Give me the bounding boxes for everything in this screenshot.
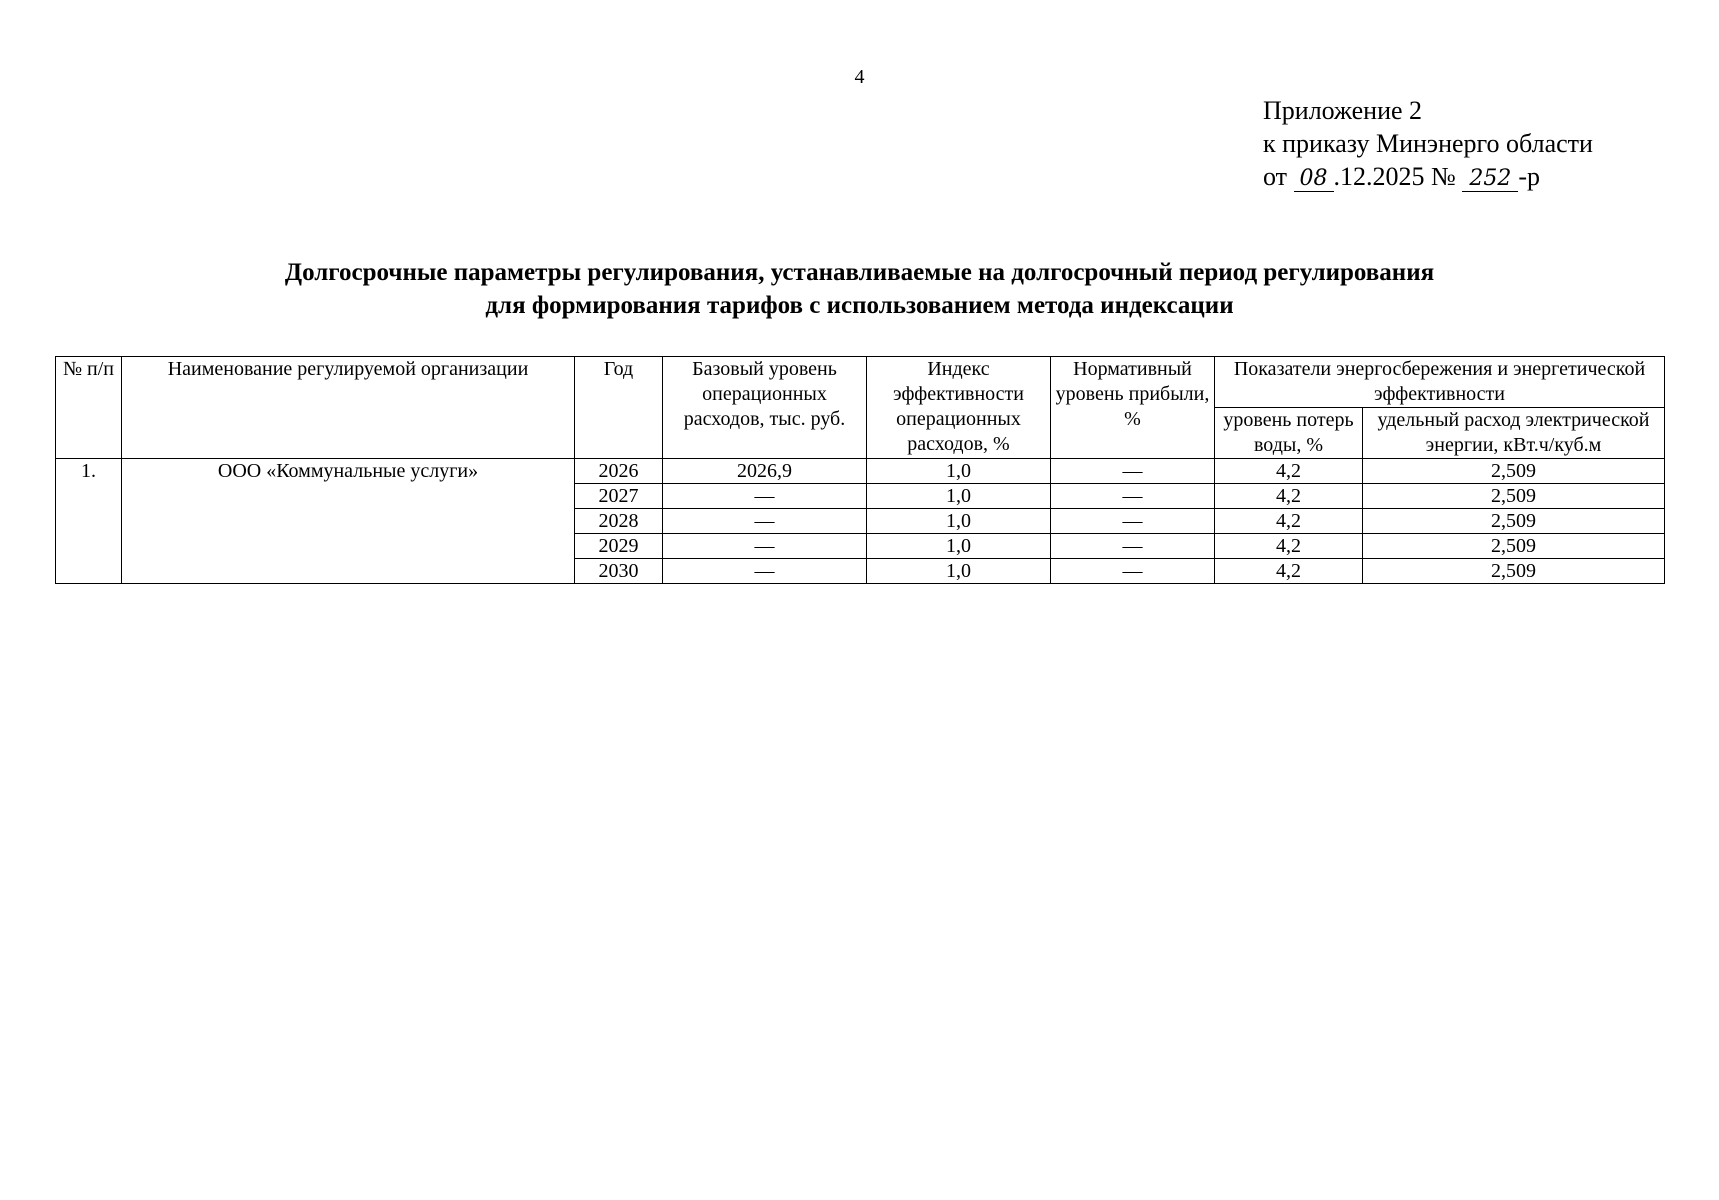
header-base-opex: Базовый уровень операционных расходов, тыс. руб. xyxy=(663,357,867,459)
cell-year: 2029 xyxy=(575,534,663,559)
cell-base-opex: — xyxy=(663,484,867,509)
order-date-prefix: от xyxy=(1263,162,1288,191)
cell-profit-level: — xyxy=(1051,484,1215,509)
order-number-handwritten: 252 xyxy=(1462,167,1518,192)
cell-base-opex: — xyxy=(663,559,867,584)
cell-water-losses: 4,2 xyxy=(1215,509,1363,534)
table-row xyxy=(56,459,1665,484)
cell-year: 2026 xyxy=(575,459,663,484)
cell-water-losses: 4,2 xyxy=(1215,484,1363,509)
cell-water-losses: 4,2 xyxy=(1215,559,1363,584)
cell-year: 2030 xyxy=(575,559,663,584)
header-efficiency-index: Индекс эффективности операционных расходов, % xyxy=(867,357,1051,459)
appendix-line-1: Приложение 2 xyxy=(1263,96,1423,125)
row-number: 1. xyxy=(56,459,122,584)
cell-year: 2028 xyxy=(575,509,663,534)
header-num: № п/п xyxy=(56,357,122,459)
cell-water-losses: 4,2 xyxy=(1215,459,1363,484)
parameters-table xyxy=(55,356,1665,584)
page-number: 4 xyxy=(854,66,865,88)
order-date-handwritten: 08 xyxy=(1294,167,1334,192)
header-organization: Наименование регулируемой организации xyxy=(122,357,575,459)
appendix-line-3 xyxy=(1263,160,1593,193)
cell-electricity-consumption: 2,509 xyxy=(1363,459,1665,484)
cell-profit-level: — xyxy=(1051,559,1215,584)
cell-electricity-consumption: 2,509 xyxy=(1363,534,1665,559)
cell-efficiency-index: 1,0 xyxy=(867,534,1051,559)
cell-profit-level: — xyxy=(1051,509,1215,534)
cell-efficiency-index: 1,0 xyxy=(867,559,1051,584)
header-profit-level: Нормативный уровень прибыли, % xyxy=(1051,357,1215,459)
header-electricity-consumption: удельный расход электрической энергии, кВт.ч/куб.м xyxy=(1363,408,1665,459)
cell-efficiency-index: 1,0 xyxy=(867,459,1051,484)
title-line-2: для формирования тарифов с использованием метода индексации xyxy=(485,292,1234,319)
cell-base-opex: — xyxy=(663,534,867,559)
header-year: Год xyxy=(575,357,663,459)
cell-base-opex: — xyxy=(663,509,867,534)
order-number-suffix: -р xyxy=(1518,162,1541,191)
document-title xyxy=(0,256,1719,322)
appendix-line-2: к приказу Минэнерго области xyxy=(1263,129,1593,158)
header-water-losses: уровень потерь воды, % xyxy=(1215,408,1363,459)
cell-efficiency-index: 1,0 xyxy=(867,484,1051,509)
title-line-1: Долгосрочные параметры регулирования, устанавливаемые на долгосрочный период регулирования xyxy=(284,259,1435,286)
order-date-suffix: .12.2025 № xyxy=(1333,162,1456,191)
cell-electricity-consumption: 2,509 xyxy=(1363,509,1665,534)
cell-profit-level: — xyxy=(1051,534,1215,559)
cell-water-losses: 4,2 xyxy=(1215,534,1363,559)
appendix-header xyxy=(1263,94,1593,193)
header-energy-indicators: Показатели энергосбережения и энергетической эффективности xyxy=(1215,357,1665,408)
cell-profit-level: — xyxy=(1051,459,1215,484)
cell-electricity-consumption: 2,509 xyxy=(1363,559,1665,584)
organization-name: ООО «Коммунальные услуги» xyxy=(122,459,575,584)
cell-year: 2027 xyxy=(575,484,663,509)
cell-base-opex: 2026,9 xyxy=(663,459,867,484)
cell-electricity-consumption: 2,509 xyxy=(1363,484,1665,509)
cell-efficiency-index: 1,0 xyxy=(867,509,1051,534)
